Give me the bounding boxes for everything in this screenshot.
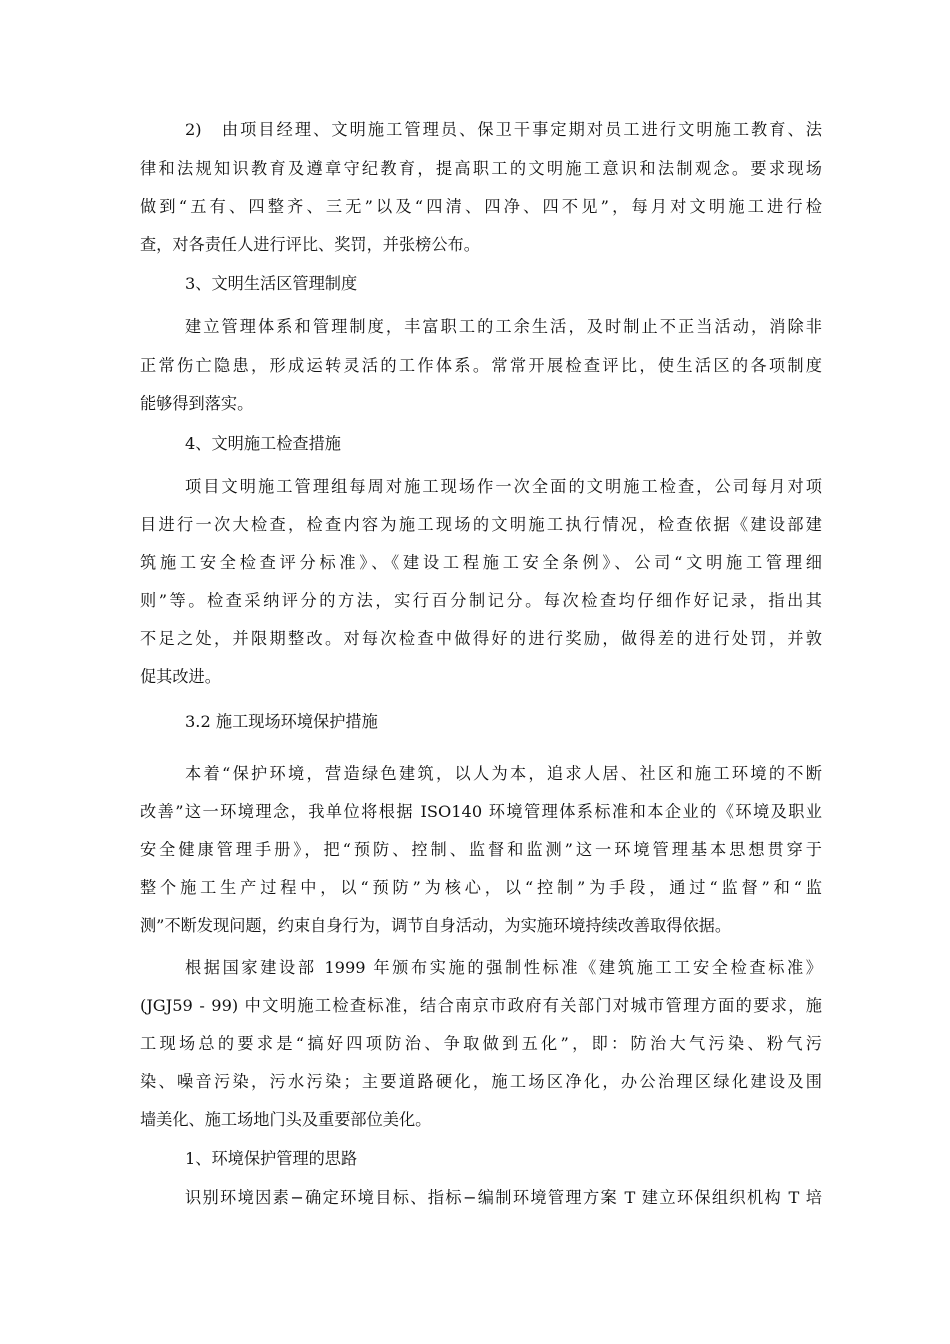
section-heading: 3.2 施工现场环境保护措施 [185, 712, 378, 731]
paragraph-line: 促其改进。 [140, 667, 221, 686]
paragraph-line: 筑施工安全检查评分标准》、《建设工程施工安全条例》、公司“文明施工管理细 [140, 553, 822, 572]
paragraph-line: 染、噪音污染，污水污染；主要道路硬化，施工场区净化，办公治理区绿化建设及围 [140, 1072, 822, 1091]
section-heading: 3、文明生活区管理制度 [185, 274, 358, 293]
paragraph-line: 正常伤亡隐患，形成运转灵活的工作体系。常常开展检查评比，使生活区的各项制度 [140, 356, 822, 375]
paragraph-line: 根据国家建设部 1999 年颁布实施的强制性标准《建筑施工工安全检查标准》 [185, 958, 822, 977]
paragraph-line: 项目文明施工管理组每周对施工现场作一次全面的文明施工检查，公司每月对项 [185, 477, 822, 496]
paragraph-line: 目进行一次大检查，检查内容为施工现场的文明施工执行情况，检查依据《建设部建 [140, 515, 822, 534]
paragraph-line: 建立管理体系和管理制度，丰富职工的工余生活，及时制止不正当活动，消除非 [185, 317, 822, 336]
paragraph-line: 识别环境因素−确定环境目标、指标−编制环境管理方案 T 建立环保组织机构 T 培 [185, 1188, 822, 1207]
section-heading: 4、文明施工检查措施 [185, 434, 341, 453]
paragraph-line: 律和法规知识教育及遵章守纪教育，提高职工的文明施工意识和法制观念。要求现场 [140, 159, 822, 178]
paragraph-line: 安全健康管理手册》，把“预防、控制、监督和监测”这一环境管理基本思想贯穿于 [140, 840, 822, 859]
paragraph-line: 本着“保护环境，营造绿色建筑，以人为本，追求人居、社区和施工环境的不断 [185, 764, 822, 783]
paragraph-line: 测”不断发现问题，约束自身行为，调节自身活动，为实施环境持续改善取得依据。 [140, 916, 732, 935]
paragraph-line: 整个施工生产过程中，以“预防”为核心，以“控制”为手段，通过“监督”和“监 [140, 878, 822, 897]
paragraph-line: 2) 由项目经理、文明施工管理员、保卫干事定期对员工进行文明施工教育、法 [185, 120, 822, 139]
paragraph-line: 墙美化、施工场地门头及重要部位美化。 [140, 1110, 432, 1129]
paragraph-line: 改善”这一环境理念，我单位将根据 ISO140 环境管理体系标准和本企业的《环境及职业 [140, 802, 822, 821]
paragraph-line: 能够得到落实。 [140, 394, 254, 413]
paragraph-line: 查，对各责任人进行评比、奖罚，并张榜公布。 [140, 235, 480, 254]
paragraph-line: 工现场总的要求是“搞好四项防治、争取做到五化”，即：防治大气污染、粉气污 [140, 1034, 822, 1053]
paragraph-line: 做到“五有、四整齐、三无”以及“四清、四净、四不见”，每月对文明施工进行检 [140, 197, 822, 216]
paragraph-line: 不足之处，并限期整改。对每次检查中做得好的进行奖励，做得差的进行处罚，并敦 [140, 629, 822, 648]
paragraph-line: 则”等。检查采纳评分的方法，实行百分制记分。每次检查均仔细作好记录，指出其 [140, 591, 822, 610]
paragraph-line: (JGJ59 - 99) 中文明施工检查标准，结合南京市政府有关部门对城市管理方面的要求，施 [140, 996, 822, 1015]
section-heading: 1、环境保护管理的思路 [185, 1149, 358, 1168]
